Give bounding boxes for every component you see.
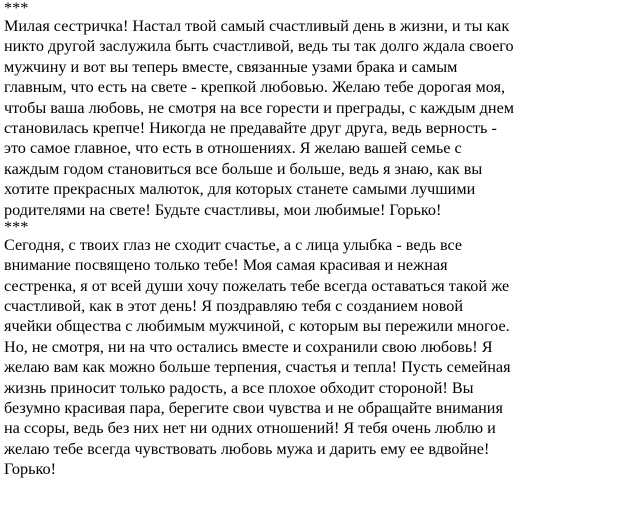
text-line: Милая сестричка! Настал твой самый счастливый день в жизни, и ты как [4,17,510,35]
text-line: это самое главное, что есть в отношениях. Я желаю вашей семье с [4,139,462,158]
text-line: становилась крепче! Никогда не предавайте друг друга, ведь верность - [4,118,497,137]
greeting-paragraph-2 [4,235,616,480]
separator: *** [4,217,29,236]
text-line: желаю тебе всегда чувствовать любовь мужа и дарить ему ее вдвойне! [4,439,490,458]
text-line: Сегодня, с твоих глаз не сходит счастье, а с лица улыбка - ведь все [4,235,463,254]
greeting-paragraph-1 [4,16,616,220]
text-line: ячейки общества с любимым мужчиной, с которым вы пережили многое. [4,317,510,336]
text-line: главным, что есть на свете - крепкой любовью. Желаю тебе дорогая моя, [4,78,506,97]
text-line: безумно красивая пара, берегите свои чувства и не обращайте внимания [4,399,503,418]
text-line: каждым годом становиться все больше и больше, ведь я знаю, как вы [4,159,483,178]
text-line: мужчину и вот вы теперь вместе, связанные узами брака и самым [4,57,458,76]
text-line: сестренка, я от всей души хочу пожелать тебе всегда оставаться такой же [4,276,510,295]
text-line: Но, не смотря, ни на что остались вместе и сохранили свою любовь! Я [4,337,493,356]
text-line: внимание посвящено только тебе! Моя самая красивая и нежная [4,256,448,275]
separator: *** [4,0,29,17]
text-line: жизнь приносит только радость, а все плохое обходит стороной! Вы [4,378,474,397]
text-line: чтобы ваша любовь, не смотря на все горести и преграды, с каждым днем [4,98,515,117]
text-line: никто другой заслужила быть счастливой, ведь ты так долго ждала своего [4,37,514,56]
text-line: счастливой, как в этот день! Я поздравляю тебя с созданием новой [4,297,464,316]
text-line: Горько! [4,460,57,479]
document-body [4,1,616,480]
text-line: на ссоры, ведь без них нет ни одних отношений! Я тебя очень люблю и [4,419,496,438]
text-line: родителями на свете! Будьте счастливы, мои любимые! Горько! [4,200,442,219]
text-line: хотите прекрасных малюток, для которых станете самыми лучшими [4,180,476,199]
text-line: желаю вам как можно больше терпения, счастья и тепла! Пусть семейная [4,358,511,377]
